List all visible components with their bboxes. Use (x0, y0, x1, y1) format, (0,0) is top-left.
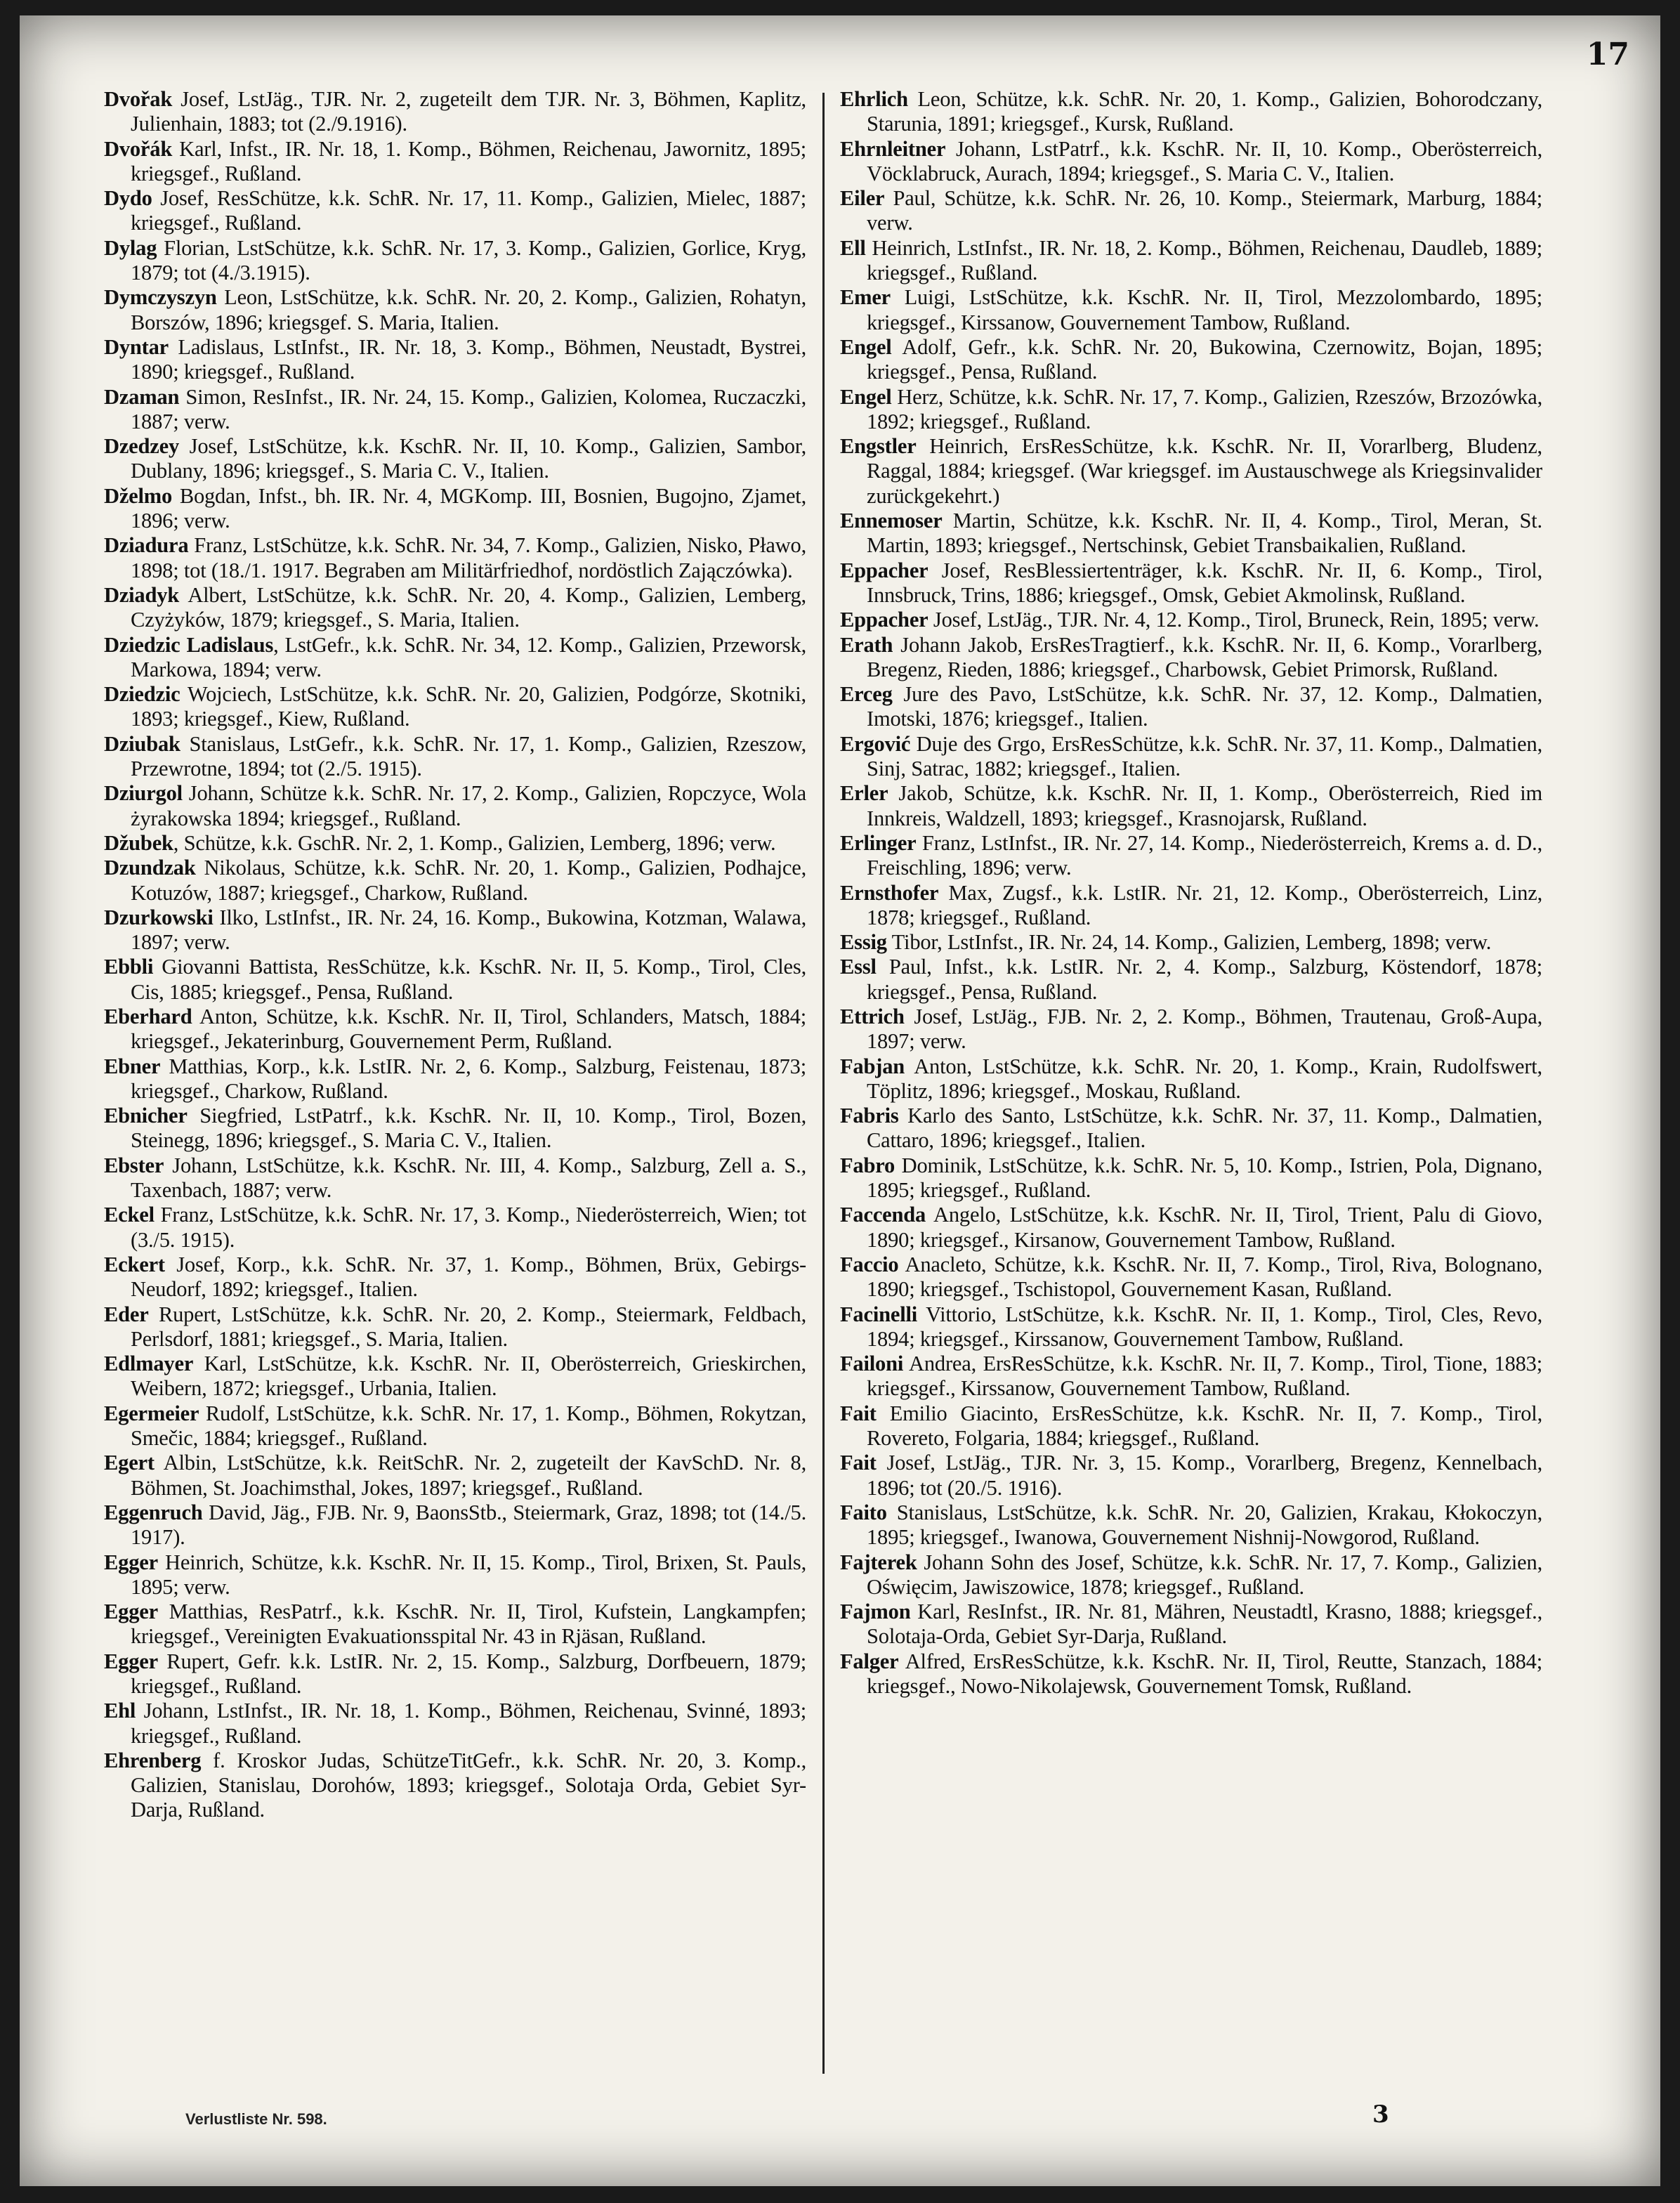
list-entry (104, 137, 806, 187)
entry-details: Albin, LstSchütze, k.k. ReitSchR. Nr. 2, zugeteilt der KavSchD. Nr. 8, Böhmen, St. Joachimsthal, Jokes, 1897; kriegsgef., Rußland. (131, 1451, 806, 1500)
entry-surname: Eckel (104, 1203, 155, 1227)
entry-surname: Dyntar (104, 334, 169, 359)
entry-surname: Dziubak (104, 731, 181, 756)
list-entry (104, 1153, 806, 1203)
list-entry (840, 186, 1542, 236)
document-page (20, 15, 1660, 2186)
entry-details: Anton, LstSchütze, k.k. SchR. Nr. 20, 1. Komp., Krain, Rudolfswert, Töplitz, 1896; kriegsgef., Moskau, Rußland. (867, 1054, 1542, 1103)
list-entry (104, 1649, 806, 1699)
list-entry (104, 732, 806, 782)
entry-surname: Fabjan (840, 1054, 905, 1078)
entry-details: Josef, LstJäg., TJR. Nr. 2, zugeteilt dem TJR. Nr. 3, Böhmen, Kaplitz, Julienhain, 1883; tot (2./9.1916). (131, 87, 806, 136)
entry-details: Heinrich, LstInfst., IR. Nr. 18, 2. Komp., Böhmen, Reichenau, Daudleb, 1889; kriegsgef., Rußland. (865, 235, 1542, 285)
list-entry (840, 434, 1542, 509)
list-entry (840, 558, 1542, 608)
entry-surname: Džubek (104, 830, 173, 855)
list-entry (104, 434, 806, 484)
list-entry (840, 385, 1542, 435)
entry-details: Franz, LstInfst., IR. Nr. 27, 14. Komp., Niederösterreich, Krems a. d. D., Freischling, 1896; verw. (867, 830, 1542, 880)
list-entry (840, 1649, 1542, 1699)
entry-details: Josef, ResSchütze, k.k. SchR. Nr. 17, 11. Komp., Galizien, Mielec, 1887; kriegsgef., Rußland. (131, 186, 806, 235)
entry-details: Johann Sohn des Josef, Schütze, k.k. SchR. Nr. 17, 7. Komp., Galizien, Oświęcim, Jawiszowice, 1878; kriegsgef., Rußland. (867, 1550, 1542, 1599)
entry-details: Franz, LstSchütze, k.k. SchR. Nr. 17, 3. Komp., Niederösterreich, Wien; tot (3./5. 1915). (131, 1203, 806, 1252)
entry-surname: Dziadura (104, 533, 189, 558)
entry-details: Andrea, ErsResSchütze, k.k. KschR. Nr. II, 7. Komp., Tirol, Tione, 1883; kriegsgef., Kirssanow, Gouvernement Tambow, Rußland. (867, 1352, 1542, 1401)
list-entry (840, 1054, 1542, 1104)
entry-details: Giovanni Battista, ResSchütze, k.k. KschR. Nr. II, 5. Komp., Tirol, Cles, Cis, 1885; kriegsgef., Pensa, Rußland. (131, 955, 806, 1004)
list-entry (840, 1501, 1542, 1550)
entry-surname: Eder (104, 1302, 149, 1326)
entry-surname: Ell (840, 235, 866, 260)
list-entry (104, 1005, 806, 1054)
entry-details: David, Jäg., FJB. Nr. 9, BaonsStb., Steiermark, Graz, 1898; tot (14./5. 1917). (131, 1500, 806, 1550)
entry-details: Anacleto, Schütze, k.k. KschR. Nr. II, 7. Komp., Tirol, Riva, Bolognano, 1890; kriegsgef., Tschistopol, Gouvernement Kasan, Rußland. (867, 1252, 1542, 1302)
entry-surname: Dziadyk (104, 582, 180, 607)
page-number: 17 (1586, 37, 1629, 72)
entry-surname: Erlinger (840, 830, 917, 855)
entry-details: Simon, ResInfst., IR. Nr. 24, 15. Komp., Galizien, Kolomea, Ruczaczki, 1887; verw. (131, 384, 806, 433)
entry-surname: Dziedzic Ladislaus (104, 632, 274, 657)
entry-details: Josef, LstJäg., TJR. Nr. 3, 15. Komp., Vorarlberg, Bregenz, Kennelbach, 1896; tot (20./5. 1916). (867, 1451, 1542, 1500)
entry-surname: Egert (104, 1451, 155, 1475)
entry-details: Rupert, Gefr. k.k. LstIR. Nr. 2, 15. Komp., Salzburg, Dorfbeuern, 1879; kriegsgef., Rußland. (131, 1649, 806, 1698)
entry-surname: Eiler (840, 186, 885, 211)
entry-details: , LstGefr., k.k. SchR. Nr. 34, 12. Komp., Galizien, Przeworsk, Markowa, 1894; verw. (131, 632, 806, 681)
entry-details: Vittorio, LstSchütze, k.k. KschR. Nr. II, 1. Komp., Tirol, Cles, Revo, 1894; kriegsgef., Kirssanow, Gouvernement Tambow, Rußland. (867, 1302, 1542, 1351)
list-entry (840, 955, 1542, 1005)
entry-surname: Ettrich (840, 1004, 905, 1028)
list-entry (104, 906, 806, 955)
entry-surname: Fabro (840, 1153, 895, 1177)
entry-surname: Dziedzic (104, 682, 181, 707)
entry-details: Dominik, LstSchütze, k.k. SchR. Nr. 5, 10. Komp., Istrien, Pola, Dignano, 1895; kriegsgef., Rußland. (867, 1153, 1542, 1203)
list-entry (104, 781, 806, 831)
entry-surname: Dylag (104, 235, 157, 260)
entry-details: Luigi, LstSchütze, k.k. KschR. Nr. II, Tirol, Mezzolombardo, 1895; kriegsgef., Kirssanow, Gouvernement Tambow, Rußland. (867, 285, 1542, 334)
list-entry (104, 1352, 806, 1401)
entry-surname: Ebnicher (104, 1104, 188, 1128)
entry-details: Paul, Infst., k.k. LstIR. Nr. 2, 4. Komp., Salzburg, Köstendorf, 1878; kriegsgef., Pensa, Rußland. (867, 955, 1542, 1004)
entry-surname: Egermeier (104, 1401, 199, 1425)
entry-details: Heinrich, Schütze, k.k. KschR. Nr. II, 15. Komp., Tirol, Brixen, St. Pauls, 1895; verw. (131, 1550, 806, 1599)
entry-details: Bogdan, Infst., bh. IR. Nr. 4, MGKomp. III, Bosnien, Bugojno, Zjamet, 1896; verw. (131, 483, 806, 533)
list-entry (104, 335, 806, 385)
entry-details: Karl, ResInfst., IR. Nr. 81, Mähren, Neustadtl, Krasno, 1888; kriegsgef., Solotaja-Orda, Gebiet Syr-Darja, Rußland. (867, 1600, 1542, 1649)
entry-details: Anton, Schütze, k.k. KschR. Nr. II, Tirol, Schlanders, Matsch, 1884; kriegsgef., Jekaterinburg, Gouvernement Perm, Rußland. (131, 1004, 806, 1054)
entry-surname: Dymczyszyn (104, 285, 217, 310)
entry-surname: Fajterek (840, 1550, 917, 1574)
entry-details: Rudolf, LstSchütze, k.k. SchR. Nr. 17, 1. Komp., Böhmen, Rokytzan, Smečic, 1884; kriegsgef., Rußland. (131, 1401, 806, 1451)
entry-surname: Emer (840, 285, 891, 310)
list-entry (104, 484, 806, 534)
entry-details: Martin, Schütze, k.k. KschR. Nr. II, 4. Komp., Tirol, Meran, St. Martin, 1893; kriegsgef., Nertschinsk, Gebiet Transbaikalien, Rußland. (867, 509, 1542, 558)
entry-details: Stanislaus, LstSchütze, k.k. SchR. Nr. 20, Galizien, Krakau, Kłokoczyn, 1895; kriegsgef., Iwanowa, Gouvernement Nishnij-Nowgorod, Rußland. (867, 1500, 1542, 1550)
list-entry (104, 1054, 806, 1104)
entry-surname: Ebster (104, 1153, 164, 1177)
list-entry (104, 1401, 806, 1451)
list-entry (840, 781, 1542, 831)
entry-details: Josef, LstJäg., TJR. Nr. 4, 12. Komp., Tirol, Bruneck, Rein, 1895; verw. (928, 608, 1540, 632)
entry-surname: Ergović (840, 731, 911, 756)
list-entry (840, 335, 1542, 385)
entry-surname: Engel (840, 384, 892, 409)
list-entry (104, 633, 806, 683)
entry-details: Franz, LstSchütze, k.k. SchR. Nr. 34, 7. Komp., Galizien, Nisko, Pławo, 1898; tot (18./1. 1917. Begraben am Militärfriedhof, nordöstlich Zajączówka). (131, 533, 806, 582)
list-entry (840, 1451, 1542, 1501)
list-entry (104, 385, 806, 435)
entry-details: Nikolaus, Schütze, k.k. SchR. Nr. 20, 1. Komp., Galizien, Podhajce, Kotuzów, 1887; kriegsgef., Charkow, Rußland. (131, 856, 806, 905)
entry-details: Matthias, Korp., k.k. LstIR. Nr. 2, 6. Komp., Salzburg, Feistenau, 1873; kriegsgef., Charkow, Rußland. (131, 1054, 806, 1103)
list-entry (104, 583, 806, 633)
entry-surname: Faccenda (840, 1203, 926, 1227)
list-entry (840, 608, 1542, 632)
entry-details: Alfred, ErsResSchütze, k.k. KschR. Nr. II, Tirol, Reutte, Stanzach, 1884; kriegsgef., Nowo-Nikolajewsk, Gouvernement Tomsk, Rußland. (867, 1649, 1542, 1698)
list-entry (104, 533, 806, 583)
entry-details: Angelo, LstSchütze, k.k. KschR. Nr. II, Tirol, Trient, Palu di Giovo, 1890; kriegsgef., Kirsanow, Gouvernement Tambow, Rußland. (867, 1203, 1542, 1252)
entry-surname: Ehl (104, 1699, 136, 1723)
entry-surname: Dzedzey (104, 434, 179, 459)
list-entry (840, 1005, 1542, 1054)
list-entry (840, 509, 1542, 558)
list-entry (840, 831, 1542, 881)
entry-surname: Ernsthofer (840, 880, 939, 905)
entry-surname: Eckert (104, 1252, 165, 1276)
entry-details: Paul, Schütze, k.k. SchR. Nr. 26, 10. Komp., Steiermark, Marburg, 1884; verw. (867, 186, 1542, 235)
footer-signature: 3 (1372, 2100, 1389, 2129)
list-entry (104, 1748, 806, 1823)
entry-details: Jure des Pavo, LstSchütze, k.k. SchR. Nr. 37, 12. Komp., Dalmatien, Imotski, 1876; kriegsgef., Italien. (867, 682, 1542, 731)
entry-surname: Ebner (104, 1054, 161, 1078)
entry-surname: Dzundzak (104, 856, 196, 880)
entry-details: f. Kroskor Judas, SchützeTitGefr., k.k. SchR. Nr. 20, 3. Komp., Galizien, Stanislau, Dorohów, 1893; kriegsgef., Solotaja Orda, Gebiet Syr-Darja, Rußland. (131, 1748, 806, 1822)
list-entry (104, 856, 806, 906)
entry-surname: Ehrnleitner (840, 136, 946, 161)
entry-surname: Fajmon (840, 1600, 911, 1624)
entry-details: Johann, LstInfst., IR. Nr. 18, 1. Komp., Böhmen, Reichenau, Svinné, 1893; kriegsgef., Rußland. (131, 1699, 806, 1748)
list-entry (840, 1302, 1542, 1352)
entry-surname: Faccio (840, 1252, 899, 1276)
entry-details: Adolf, Gefr., k.k. SchR. Nr. 20, Bukowina, Czernowitz, Bojan, 1895; kriegsgef., Pensa, Rußland. (867, 334, 1542, 384)
entry-surname: Ennemoser (840, 509, 943, 533)
list-entry (840, 1600, 1542, 1649)
list-entry (840, 87, 1542, 137)
list-entry (840, 1153, 1542, 1203)
entry-surname: Falger (840, 1649, 899, 1673)
entry-details: Karl, Infst., IR. Nr. 18, 1. Komp., Böhmen, Reichenau, Jawornitz, 1895; kriegsgef., Rußland. (131, 136, 806, 185)
entry-details: Johann, LstSchütze, k.k. KschR. Nr. III, 4. Komp., Salzburg, Zell a. S., Taxenbach, 1887; verw. (131, 1153, 806, 1203)
entry-surname: Fait (840, 1451, 877, 1475)
entry-surname: Dvořak (104, 87, 173, 111)
entry-surname: Eppacher (840, 558, 928, 582)
list-entry (840, 732, 1542, 782)
list-entry (840, 930, 1542, 955)
list-entry (104, 87, 806, 137)
entry-surname: Eberhard (104, 1004, 192, 1028)
entry-surname: Facinelli (840, 1302, 918, 1326)
footer-note: Verlustliste Nr. 598. (185, 2110, 327, 2128)
list-entry (840, 1253, 1542, 1302)
list-entry (840, 633, 1542, 683)
entry-details: Johann Jakob, ErsResTragtierf., k.k. KschR. Nr. II, 6. Komp., Vorarlberg, Bregenz, Rieden, 1886; kriegsgef., Charbowsk, Gebiet Primorsk, Rußland. (867, 632, 1542, 681)
entry-details: Karlo des Santo, LstSchütze, k.k. SchR. Nr. 37, 11. Komp., Dalmatien, Cattaro, 1896; kriegsgef., Italien. (867, 1104, 1542, 1153)
entry-details: , Schütze, k.k. GschR. Nr. 2, 1. Komp., Galizien, Lemberg, 1896; verw. (173, 830, 776, 855)
entry-details: Josef, Korp., k.k. SchR. Nr. 37, 1. Komp., Böhmen, Brüx, Gebirgs-Neudorf, 1892; kriegsgef., Italien. (131, 1252, 806, 1302)
entry-details: Matthias, ResPatrf., k.k. KschR. Nr. II, Tirol, Kufstein, Langkampfen; kriegsgef., Vereinigten Evakuationsspital Nr. 43 in Rjäsan, Rußland. (131, 1600, 806, 1649)
entry-details: Josef, ResBlessiertenträger, k.k. KschR. Nr. II, 6. Komp., Tirol, Innsbruck, Trins, 1886; kriegsgef., Omsk, Gebiet Akmolinsk, Rußland. (867, 558, 1542, 607)
entry-details: Ilko, LstInfst., IR. Nr. 24, 16. Komp., Bukowina, Kotzman, Walawa, 1897; verw. (131, 905, 806, 955)
entry-surname: Edlmayer (104, 1352, 194, 1376)
list-entry (840, 1104, 1542, 1153)
entry-details: Rupert, LstSchütze, k.k. SchR. Nr. 20, 2. Komp., Steiermark, Feldbach, Perlsdorf, 1881; kriegsgef., S. Maria, Italien. (131, 1302, 806, 1351)
entry-surname: Ebbli (104, 955, 154, 979)
entry-surname: Fabris (840, 1104, 899, 1128)
entry-details: Wojciech, LstSchütze, k.k. SchR. Nr. 20, Galizien, Podgórze, Skotniki, 1893; kriegsgef., Kiew, Rußland. (131, 682, 806, 731)
list-entry (840, 236, 1542, 286)
right-column (840, 87, 1542, 1699)
entry-details: Johann, Schütze k.k. SchR. Nr. 17, 2. Komp., Galizien, Ropczyce, Wola żyrakowska 1894; kriegsgef., Rußland. (131, 781, 806, 830)
entry-surname: Erath (840, 632, 893, 657)
entry-surname: Ehrenberg (104, 1748, 202, 1772)
entry-surname: Erceg (840, 682, 893, 707)
entry-surname: Egger (104, 1550, 158, 1574)
list-entry (104, 1104, 806, 1153)
list-entry (104, 1699, 806, 1748)
entry-details: Josef, LstSchütze, k.k. KschR. Nr. II, 10. Komp., Galizien, Sambor, Dublany, 1896; kriegsgef., S. Maria C. V., Italien. (131, 434, 806, 483)
list-entry (104, 682, 806, 732)
entry-details: Herz, Schütze, k.k. SchR. Nr. 17, 7. Komp., Galizien, Rzeszów, Brzozówka, 1892; kriegsgef., Rußland. (867, 384, 1542, 433)
list-entry (104, 1302, 806, 1352)
entry-surname: Eppacher (840, 608, 928, 632)
entry-surname: Essl (840, 955, 877, 979)
entry-surname: Egger (104, 1649, 158, 1673)
entry-details: Johann, LstPatrf., k.k. KschR. Nr. II, 10. Komp., Oberösterreich, Vöcklabruck, Aurach, 1894; kriegsgef., S. Maria C. V., Italien. (867, 136, 1542, 185)
entry-details: Duje des Grgo, ErsResSchütze, k.k. SchR. Nr. 37, 11. Komp., Dalmatien, Sinj, Satrac, 1882; kriegsgef., Italien. (867, 731, 1542, 781)
entry-details: Tibor, LstInfst., IR. Nr. 24, 14. Komp., Galizien, Lemberg, 1898; verw. (886, 930, 1492, 955)
list-entry (840, 285, 1542, 335)
list-entry (840, 1401, 1542, 1451)
entry-surname: Dydo (104, 186, 152, 211)
left-column (104, 87, 806, 1823)
entry-details: Karl, LstSchütze, k.k. KschR. Nr. II, Oberösterreich, Grieskirchen, Weibern, 1872; kriegsgef., Urbania, Italien. (131, 1352, 806, 1401)
entry-details: Emilio Giacinto, ErsResSchütze, k.k. KschR. Nr. II, 7. Komp., Tirol, Rovereto, Folgaria, 1884; kriegsgef., Rußland. (867, 1401, 1542, 1451)
list-entry (840, 1550, 1542, 1600)
entry-details: Ladislaus, LstInfst., IR. Nr. 18, 3. Komp., Böhmen, Neustadt, Bystrei, 1890; kriegsgef., Rußland. (131, 334, 806, 384)
list-entry (104, 186, 806, 236)
list-entry (104, 1451, 806, 1501)
entry-surname: Eggenruch (104, 1500, 203, 1524)
entry-surname: Dželmo (104, 483, 173, 508)
list-entry (840, 137, 1542, 187)
entry-details: Stanislaus, LstGefr., k.k. SchR. Nr. 17, 1. Komp., Galizien, Rzeszow, Przewrotne, 1894; tot (2./5. 1915). (131, 731, 806, 781)
entry-surname: Dzurkowski (104, 905, 214, 929)
list-entry (104, 285, 806, 335)
list-entry (840, 1352, 1542, 1401)
list-entry (840, 1203, 1542, 1253)
entry-surname: Egger (104, 1600, 158, 1624)
list-entry (104, 1501, 806, 1550)
list-entry (104, 1253, 806, 1302)
entry-details: Jakob, Schütze, k.k. KschR. Nr. II, 1. Komp., Oberösterreich, Ried im Innkreis, Waldzell, 1893; kriegsgef., Krasnojarsk, Rußland. (867, 781, 1542, 830)
list-entry (104, 955, 806, 1005)
entry-surname: Fait (840, 1401, 877, 1425)
list-entry (104, 1203, 806, 1253)
entry-details: Max, Zugsf., k.k. LstIR. Nr. 21, 12. Komp., Oberösterreich, Linz, 1878; kriegsgef., Rußland. (867, 880, 1542, 929)
entry-details: Leon, Schütze, k.k. SchR. Nr. 20, 1. Komp., Galizien, Bohorodczany, Starunia, 1891; kriegsgef., Kursk, Rußland. (867, 87, 1542, 136)
column-divider (822, 93, 825, 2074)
entry-details: Florian, LstSchütze, k.k. SchR. Nr. 17, 3. Komp., Galizien, Gorlice, Kryg, 1879; tot (4./3.1915). (131, 235, 806, 285)
entry-surname: Engstler (840, 434, 917, 459)
entry-surname: Dzaman (104, 384, 180, 409)
list-entry (104, 831, 806, 856)
entry-surname: Ehrlich (840, 87, 908, 111)
entry-surname: Dvořák (104, 136, 173, 161)
list-entry (104, 1550, 806, 1600)
entry-details: Heinrich, ErsResSchütze, k.k. KschR. Nr. II, Vorarlberg, Bludenz, Raggal, 1884; kriegsgef. (War kriegsgef. im Austauschwege als Kriegsinvalider zurückgekehrt.) (867, 434, 1542, 508)
entry-surname: Failoni (840, 1352, 904, 1376)
entry-details: Leon, LstSchütze, k.k. SchR. Nr. 20, 2. Komp., Galizien, Rohatyn, Borszów, 1896; kriegsgef. S. Maria, Italien. (131, 285, 806, 334)
list-entry (840, 682, 1542, 732)
entry-details: Albert, LstSchütze, k.k. SchR. Nr. 20, 4. Komp., Galizien, Lemberg, Czyżyków, 1879; kriegsgef., S. Maria, Italien. (131, 582, 806, 632)
list-entry (840, 881, 1542, 931)
entry-details: Siegfried, LstPatrf., k.k. KschR. Nr. II, 10. Komp., Tirol, Bozen, Steinegg, 1896; kriegsgef., S. Maria C. V., Italien. (131, 1104, 806, 1153)
entry-surname: Engel (840, 334, 892, 359)
list-entry (104, 236, 806, 286)
entry-surname: Erler (840, 781, 888, 806)
entry-details: Josef, LstJäg., FJB. Nr. 2, 2. Komp., Böhmen, Trautenau, Groß-Aupa, 1897; verw. (867, 1004, 1542, 1054)
entry-surname: Faito (840, 1500, 887, 1524)
entry-surname: Essig (840, 930, 887, 955)
entry-surname: Dziurgol (104, 781, 183, 806)
list-entry (104, 1600, 806, 1649)
